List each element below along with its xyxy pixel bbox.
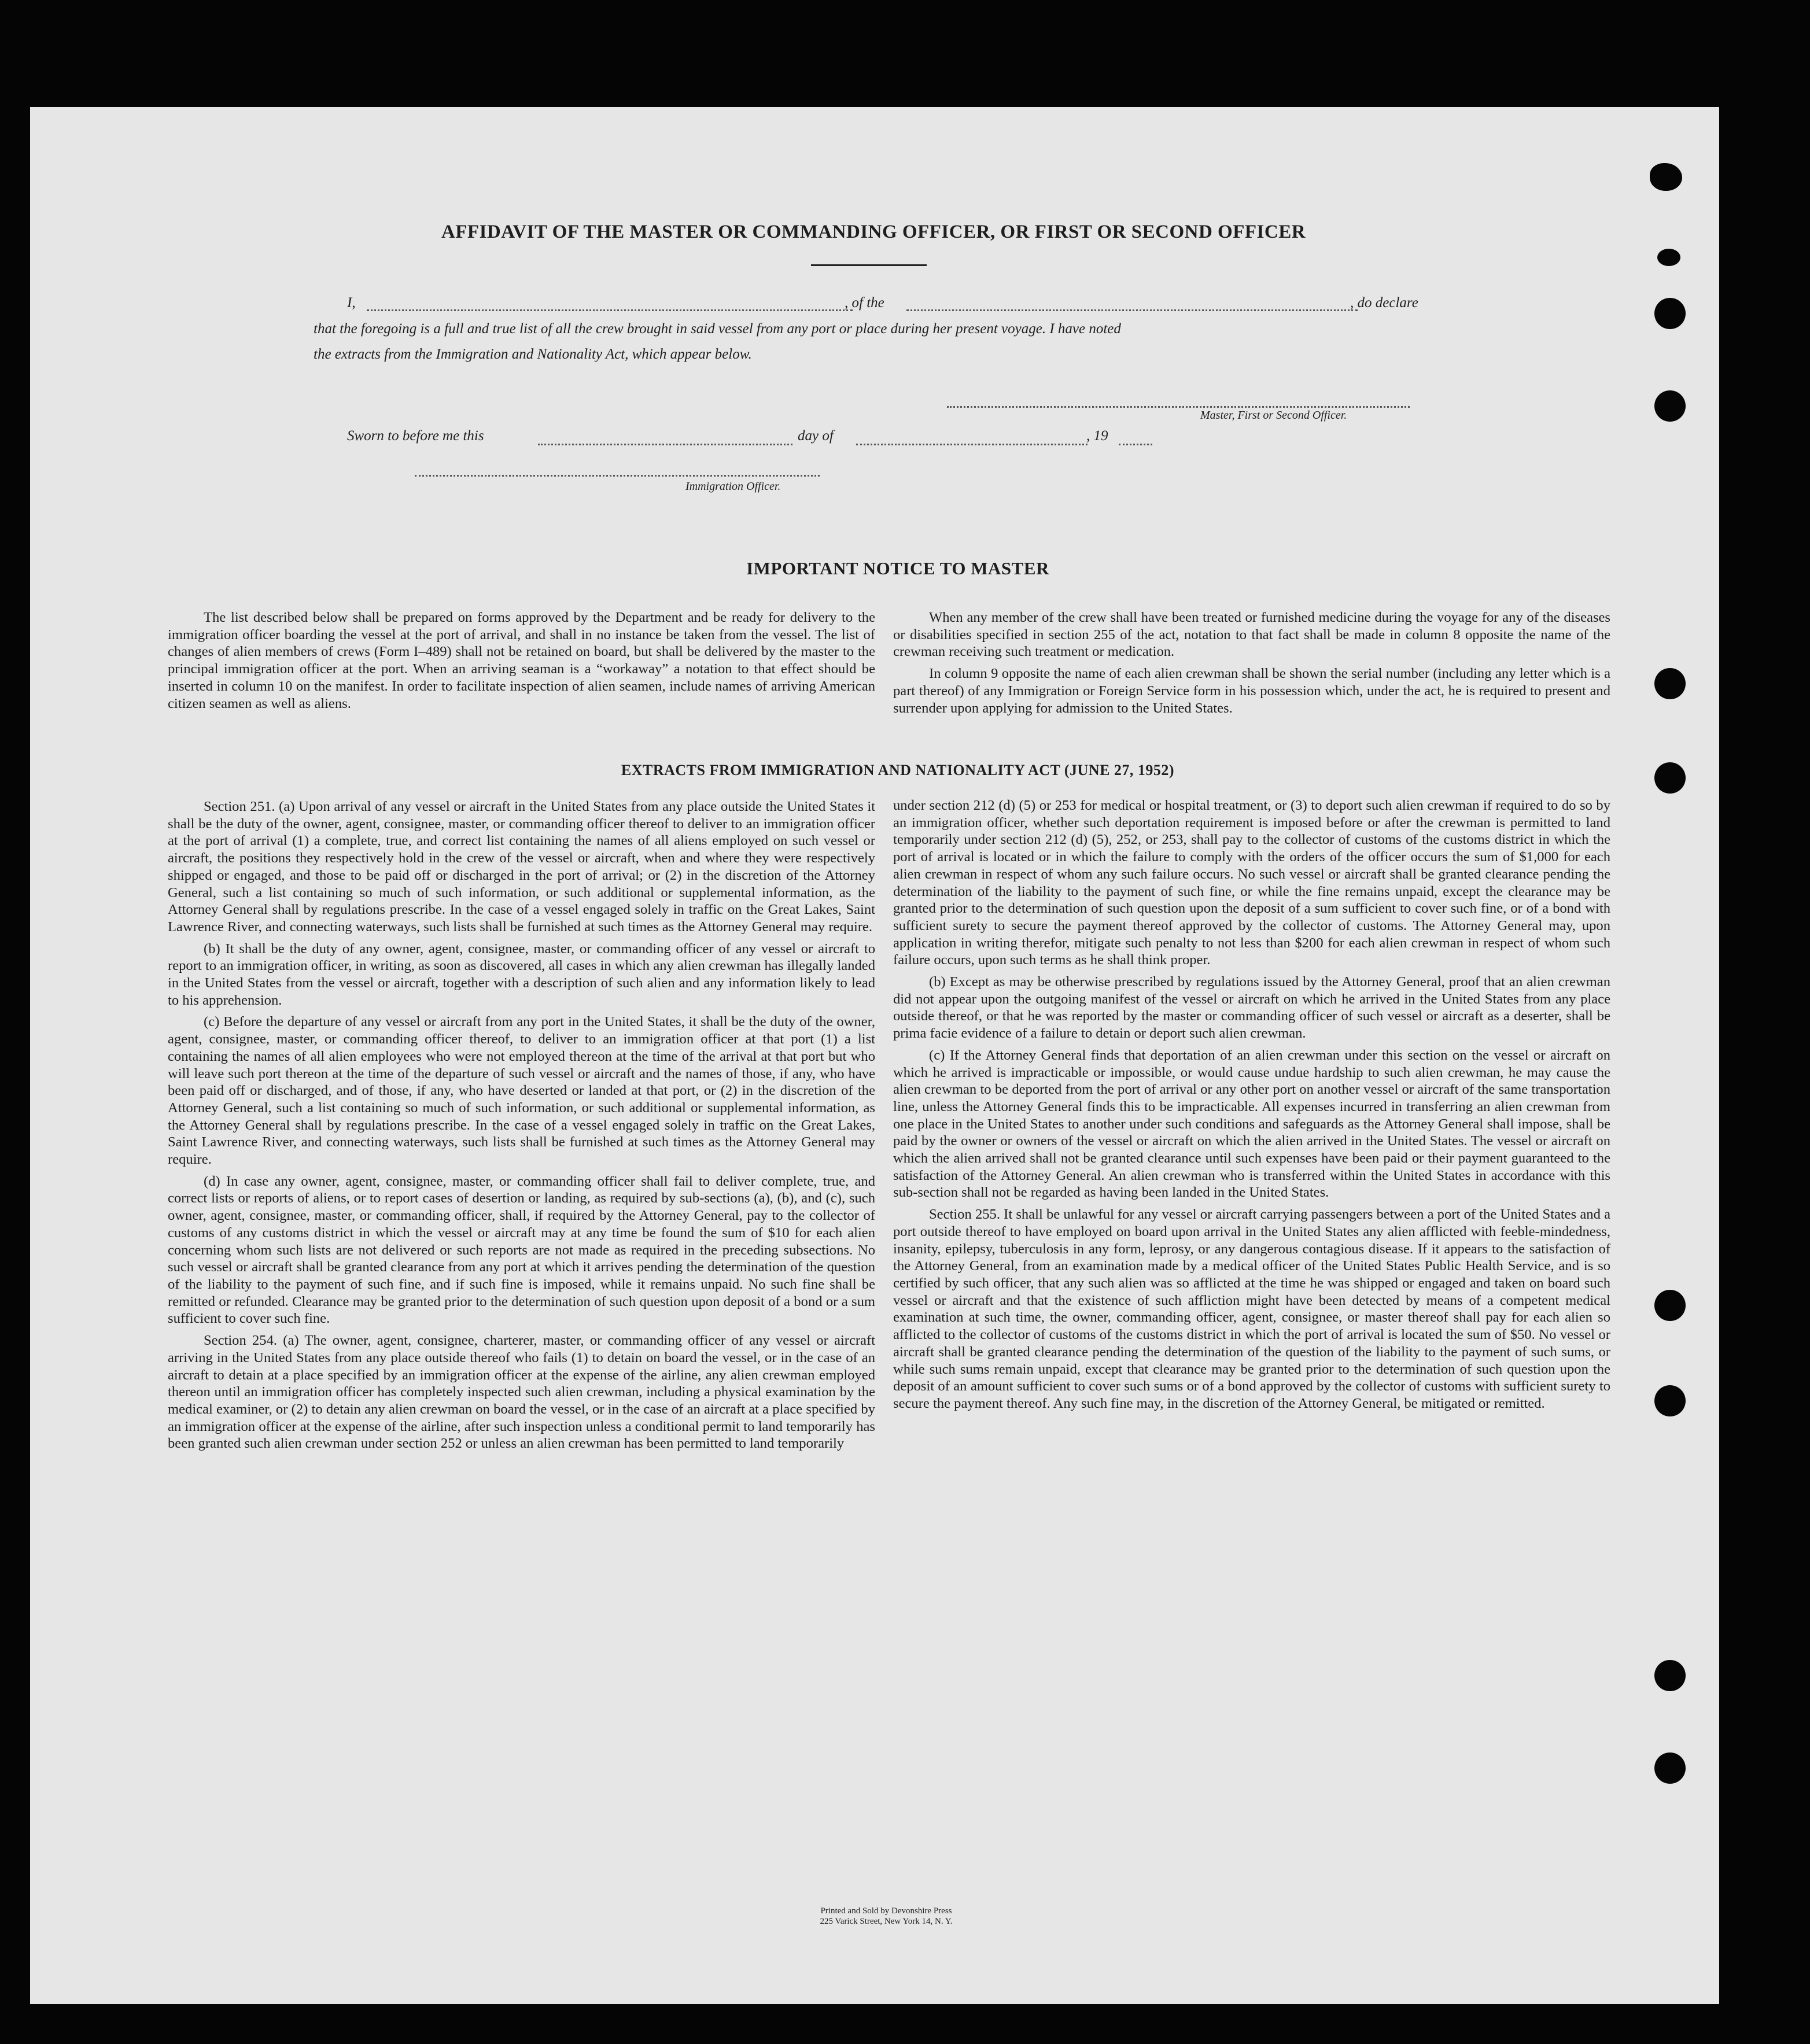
section-255: Section 255. It shall be unlawful for any vessel or aircraft carrying passengers between a port of the United States and a port outside thereof to have employed on board upon arrival in the United States any alien afflicted with feeble-mindedness, insanity, epilepsy, tuberculosis in any form, leprosy, or any dangerous contagious disease. If it appears to the satisfaction of the Attorney General, from an examination made by a medical officer of the United States Public Health Service, and is so certified by such officer, that any such alien was so afflicted at the time he was shipped or engaged and taken on board such vessel or aircraft and that the existence of such affliction might have been detected by means of a competent medical examination at such time, the owner, commanding officer, agent, consignee, or master thereof shall pay for each alien so afflicted to the collector of customs of the customs district in which the port of arrival is located the sum of $50. No vessel or aircraft shall be granted clearance pending the determination of the question of the liability to the payment of such sums, or while such sums remain unpaid, except that clearance may be granted prior to the determination of such question upon the deposit of an amount sufficient to cover such sums or of a bond approved by the collector of customs with sufficient surety to secure the payment thereof. Any such fine may, in the discretion of the Attorney General, be mitigated or remitted.	[893, 1207, 1610, 1411]
punch-hole-5	[1654, 1290, 1686, 1321]
sworn-month-field[interactable]	[856, 444, 1088, 445]
punch-hole-7	[1654, 1660, 1686, 1691]
extracts-right-column	[893, 797, 1610, 1417]
punch-hole-6	[1654, 1385, 1686, 1416]
officer-signature-label: Immigration Officer.	[685, 480, 781, 493]
notice-left-column	[168, 609, 875, 717]
officer-signature-field[interactable]	[415, 475, 820, 477]
torn-hole-top	[1650, 163, 1682, 191]
of-the-label: , of the	[845, 295, 884, 311]
sworn-label: Sworn to before me this	[347, 428, 484, 444]
notice-right-paragraph-2: In column 9 opposite the name of each alien crewman shall be shown the serial number (including any letter which is a part thereof) of any Immigration or Foreign Service form in his possession which, under the act, he is required to present and surrender upon applying for admission to the United States.	[893, 666, 1610, 716]
notice-title: IMPORTANT NOTICE TO MASTER	[746, 558, 1049, 578]
printer-line-2: 225 Varick Street, New York 14, N. Y.	[820, 1917, 953, 1926]
section-254-c: (c) If the Attorney General finds that deportation of an alien crewman under this section on the vessel or aircraft on which he arrived is impracticable or impossible, or would cause undue hardship to such alien crewman, he may cause the alien crewman to be deported from the port of arrival or any other port on another vessel or aircraft of the same transportation line, unless the Attorney General finds this to be impracticable. All expenses incurred in transferring an alien crewman from one place in the United States to another under such conditions and safeguards as the Attorney General shall impose, shall be paid by the owner or owners of the vessel or aircraft on which the alien arrived in the United States. The vessel or aircraft on which the alien arrived shall not be granted clearance until such expenses have been paid or their payment guaranteed to the satisfaction of the Attorney General. An alien crewman who is transferred within the United States in accordance with this sub-section shall not be regarded as having been landed in the United States.	[893, 1047, 1610, 1201]
notice-right-column	[893, 609, 1610, 721]
punch-hole-2	[1654, 390, 1686, 422]
vessel-name-field[interactable]	[906, 309, 1358, 311]
declarant-label: I,	[347, 295, 356, 311]
declaration-line-1: that the foregoing is a full and true list of all the crew brought in said vessel from any port or place during her present voyage. I have noted	[314, 321, 1121, 337]
section-251-d: (d) In case any owner, agent, consignee, master, or commanding officer shall fail to deliver complete, true, and correct lists or reports of aliens, or to report cases of desertion or landing, as required by sub-sections (a), (b), and (c), such owner, agent, consignee, master, or commanding officer, shall, if required by the Attorney General, pay to the collector of customs of any customs district in which the vessel or aircraft may at any time be found the sum of $10 for each alien concerning whom such lists are not delivered or such reports are not made as required in the preceding subsections. No such vessel or aircraft shall be granted clearance from any port at which it arrives pending the determination of the question of the liability to the payment of such fine, and if such fine is imposed, while it remains unpaid. No such fine shall be remitted or refunded. Clearance may be granted prior to the determination of such question upon deposit of a bond or a sum sufficient to cover such fine.	[168, 1173, 875, 1327]
printer-imprint	[742, 1906, 1031, 1927]
master-signature-label: Master, First or Second Officer.	[1200, 409, 1347, 422]
punch-hole-3	[1654, 668, 1686, 699]
section-254-b: (b) Except as may be otherwise prescribed by regulations issued by the Attorney General, proof that an alien crewman did not appear upon the outgoing manifest of the vessel or aircraft on which he arrived in the United States from any place outside thereof, or that he was reported by the master or commanding officer of such vessel or aircraft as a deserter, shall be prima facie evidence of a failure to detain or deport such alien crewman.	[893, 974, 1610, 1042]
affidavit-title: AFFIDAVIT OF THE MASTER OR COMMANDING OFFICER, OR FIRST OR SECOND OFFICER	[441, 222, 1306, 242]
year-label: , 19	[1086, 428, 1108, 444]
punch-hole-8	[1654, 1752, 1686, 1784]
printer-line-1: Printed and Sold by Devonshire Press	[820, 1906, 952, 1916]
declarant-name-field[interactable]	[367, 309, 853, 311]
sworn-year-field[interactable]	[1119, 444, 1152, 445]
notice-left-paragraph: The list described below shall be prepared on forms approved by the Department and be ready for delivery to the immigration officer boarding the vessel at the port of arrival, and shall in no instance be taken from the vessel. The list of changes of alien members of crews (Form I–489) shall not be retained on board, but shall be delivered by the master to the principal immigration officer at the port. When an arriving seaman is a “workaway” a notation to that effect should be inserted in column 10 on the manifest. In order to facilitate inspection of alien seamen, include names of arriving American citizen seamen as well as aliens.	[168, 610, 875, 711]
section-251-a: Section 251. (a) Upon arrival of any vessel or aircraft in the United States from any place outside the United States it shall be the duty of the owner, agent, consignee, master, or commanding officer thereof to deliver to an immigration officer at the port of arrival (1) a complete, true, and correct list containing the names of all aliens employed on such vessel or aircraft, the positions they respectively hold in the crew of the vessel or aircraft, when and where they were respectively shipped or engaged, and those to be paid off or discharged in the port of arrival; or (2) in the discretion of the Attorney General, such a list containing so much of such information, or such additional or supplemental information, as the Attorney General shall by regulations prescribe. In the case of a vessel engaged solely in traffic on the Great Lakes, Saint Lawrence River, and connecting waterways, such lists shall be furnished at such times as the Attorney General may require.	[168, 799, 875, 935]
section-251-c: (c) Before the departure of any vessel or aircraft from any port in the United States, it shall be the duty of the owner, agent, consignee, master, or commanding officer thereof, to deliver to an immigration officer at that port (1) a list containing the names of all alien employees who were not employed thereon at the time of the arrival at that port but who will leave such port thereon at the time of the departure of such vessel or aircraft and the names of those, if any, who have been paid off or discharged, and of those, if any, who have deserted or landed at that port, or (2) in the discretion of the Attorney General, such a list containing so much of such information, or such additional or supplemental information, as the Attorney General shall by regulations prescribe. In the case of a vessel engaged solely in traffic on the Great Lakes, Saint Lawrence River, and connecting waterways, such lists shall be furnished at such times as the Attorney General may require.	[168, 1014, 875, 1168]
extracts-title: EXTRACTS FROM IMMIGRATION AND NATIONALITY ACT (JUNE 27, 1952)	[621, 762, 1175, 779]
master-signature-field[interactable]	[947, 406, 1410, 408]
punch-hole-4	[1654, 762, 1686, 794]
punch-hole-1	[1654, 298, 1686, 329]
torn-hole-mid	[1657, 249, 1680, 266]
declaration-line-2: the extracts from the Immigration and Nationality Act, which appear below.	[314, 346, 752, 362]
section-254-a-continued: under section 212 (d) (5) or 253 for medical or hospital treatment, or (3) to deport such alien crewman if required to do so by an immigration officer, whether such deportation requirement is imposed before or after the crewman is permitted to land temporarily under section 212 (d) (5), 252, or 253, shall pay to the collector of customs of the customs district in which the port of arrival is located or in which the failure to comply with the orders of the officer occurs the sum of $1,000 for each alien crewman in respect of whom any such failure occurs. No such vessel or aircraft shall be granted clearance pending the determination of the liability to the payment of such fine, or while the fine remains unpaid, except the clearance may be granted prior to the determination of such question upon the deposit of a sum sufficient to cover such fine, or of a bond with sufficient surety to secure the payment thereof approved by the collector of customs. The Attorney General may, upon application in writing therefor, mitigate such penalty to not less than $200 for each alien crewman in respect of whom such failure occurs, upon such terms as he shall think proper.	[893, 798, 1610, 968]
section-254-a: Section 254. (a) The owner, agent, consignee, charterer, master, or commanding officer of any vessel or aircraft arriving in the United States from any place outside thereof who fails (1) to detain on board the vessel, or in the case of an aircraft to detain at a place specified by an immigration officer at the expense of the airline, any alien crewman employed thereon until an immigration officer has completely inspected such alien crewman, including a physical examination by the medical examiner, or (2) to detain any alien crewman on board the vessel, or in the case of an aircraft at a place specified by an immigration officer at the expense of the airline, after such inspection unless a conditional permit to land temporarily has been granted such alien crewman under section 252 or unless an alien crewman has been permitted to land temporarily	[168, 1333, 875, 1452]
sworn-day-field[interactable]	[538, 444, 792, 445]
extracts-left-column	[168, 797, 875, 1457]
notice-right-paragraph-1: When any member of the crew shall have been treated or furnished medicine during the voyage for any of the diseases or disabilities specified in section 255 of the act, notation to that fact shall be made in column 8 opposite the name of the crewman receiving such treatment or medication.	[893, 610, 1610, 660]
day-of-label: day of	[798, 428, 834, 444]
do-declare-label: , do declare	[1350, 295, 1418, 311]
title-underline	[811, 264, 927, 266]
section-251-b: (b) It shall be the duty of any owner, agent, consignee, master, or commanding officer of any vessel or aircraft to report to an immigration officer, in writing, as soon as discovered, all cases in which any alien crewman has illegally landed in the United States from the vessel or aircraft, together with a description of such alien and any information likely to lead to his apprehension.	[168, 940, 875, 1008]
document-page	[30, 107, 1719, 2004]
